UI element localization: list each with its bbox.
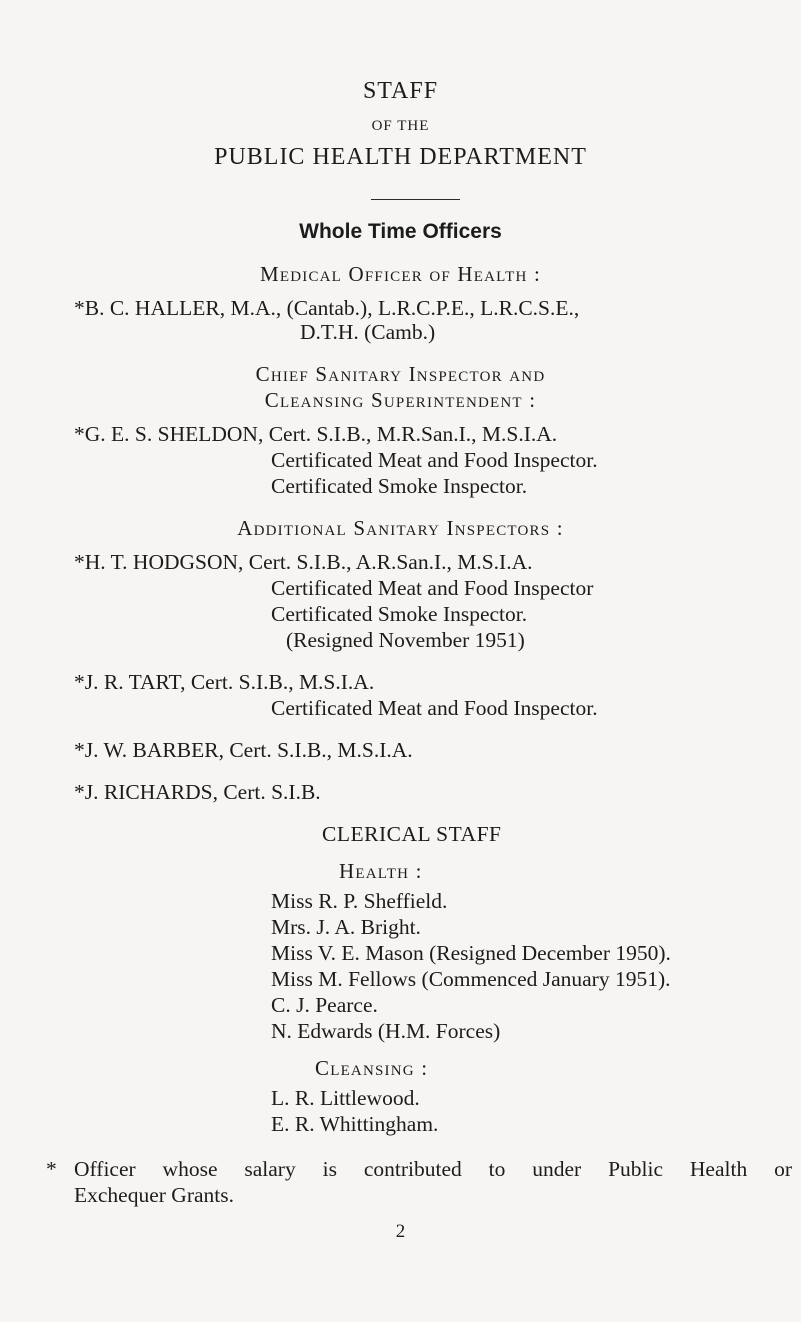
health-staff-2: Mrs. J. A. Bright. xyxy=(271,915,421,939)
cleansing-staff-1: L. R. Littlewood. xyxy=(271,1086,420,1110)
page-title: STAFF xyxy=(362,78,439,104)
hodgson-note-3: (Resigned November 1951) xyxy=(286,628,525,652)
moh-heading xyxy=(0,262,801,287)
chief-heading-1-text: Chief Sanitary Inspector and xyxy=(255,362,546,386)
cleansing-staff-2: E. R. Whittingham. xyxy=(271,1112,439,1136)
moh-heading-text: Medical Officer of Health : xyxy=(259,262,542,286)
moh-name: *B. C. HALLER, M.A., (Cantab.), L.R.C.P.E., L.R.C.S.E., xyxy=(74,296,580,320)
clerical-title: CLERICAL STAFF xyxy=(322,822,502,846)
health-staff-6: N. Edwards (H.M. Forces) xyxy=(271,1019,501,1043)
richards-name: *J. RICHARDS, Cert. S.I.B. xyxy=(74,780,321,804)
health-staff-1: Miss R. P. Sheffield. xyxy=(271,889,448,913)
health-staff-5: C. J. Pearce. xyxy=(271,993,378,1017)
footnote-line-2: Exchequer Grants. xyxy=(74,1183,234,1207)
department-title: PUBLIC HEALTH DEPARTMENT xyxy=(214,144,587,170)
hodgson-note-2: Certificated Smoke Inspector. xyxy=(271,602,528,626)
hodgson-name: *H. T. HODGSON, Cert. S.I.B., A.R.San.I., M.S.I.A. xyxy=(74,550,533,574)
section-title: Whole Time Officers xyxy=(299,220,502,243)
divider-rule xyxy=(371,199,460,200)
cleansing-heading xyxy=(315,1056,428,1081)
additional-heading xyxy=(0,516,801,541)
chief-heading-2-text: Cleansing Superintendent : xyxy=(264,388,537,412)
sheldon-note-2: Certificated Smoke Inspector. xyxy=(271,474,528,498)
health-heading xyxy=(339,859,423,884)
health-staff-4: Miss M. Fellows (Commenced January 1951). xyxy=(271,967,671,991)
tart-name: *J. R. TART, Cert. S.I.B., M.S.I.A. xyxy=(74,670,375,694)
sheldon-name: *G. E. S. SHELDON, Cert. S.I.B., M.R.San.I., M.S.I.A. xyxy=(74,422,558,446)
moh-qualification: D.T.H. (Camb.) xyxy=(300,320,436,344)
chief-heading-2 xyxy=(0,388,801,413)
chief-heading-1 xyxy=(0,362,801,387)
page-number: 2 xyxy=(395,1221,406,1242)
hodgson-note-1: Certificated Meat and Food Inspector xyxy=(271,576,594,600)
additional-heading-text: Additional Sanitary Inspectors : xyxy=(237,516,564,540)
tart-note-1: Certificated Meat and Food Inspector. xyxy=(271,696,598,720)
health-heading-text: Health : xyxy=(339,859,423,883)
health-staff-3: Miss V. E. Mason (Resigned December 1950). xyxy=(271,941,671,965)
of-the-text: OF THE xyxy=(371,118,430,134)
footnote-star: * xyxy=(46,1157,57,1181)
sheldon-note-1: Certificated Meat and Food Inspector. xyxy=(271,448,598,472)
barber-name: *J. W. BARBER, Cert. S.I.B., M.S.I.A. xyxy=(74,738,413,762)
cleansing-heading-text: Cleansing : xyxy=(315,1056,429,1080)
footnote-line-1: Officer whose salary is contributed to under Public Health or xyxy=(74,1157,792,1181)
